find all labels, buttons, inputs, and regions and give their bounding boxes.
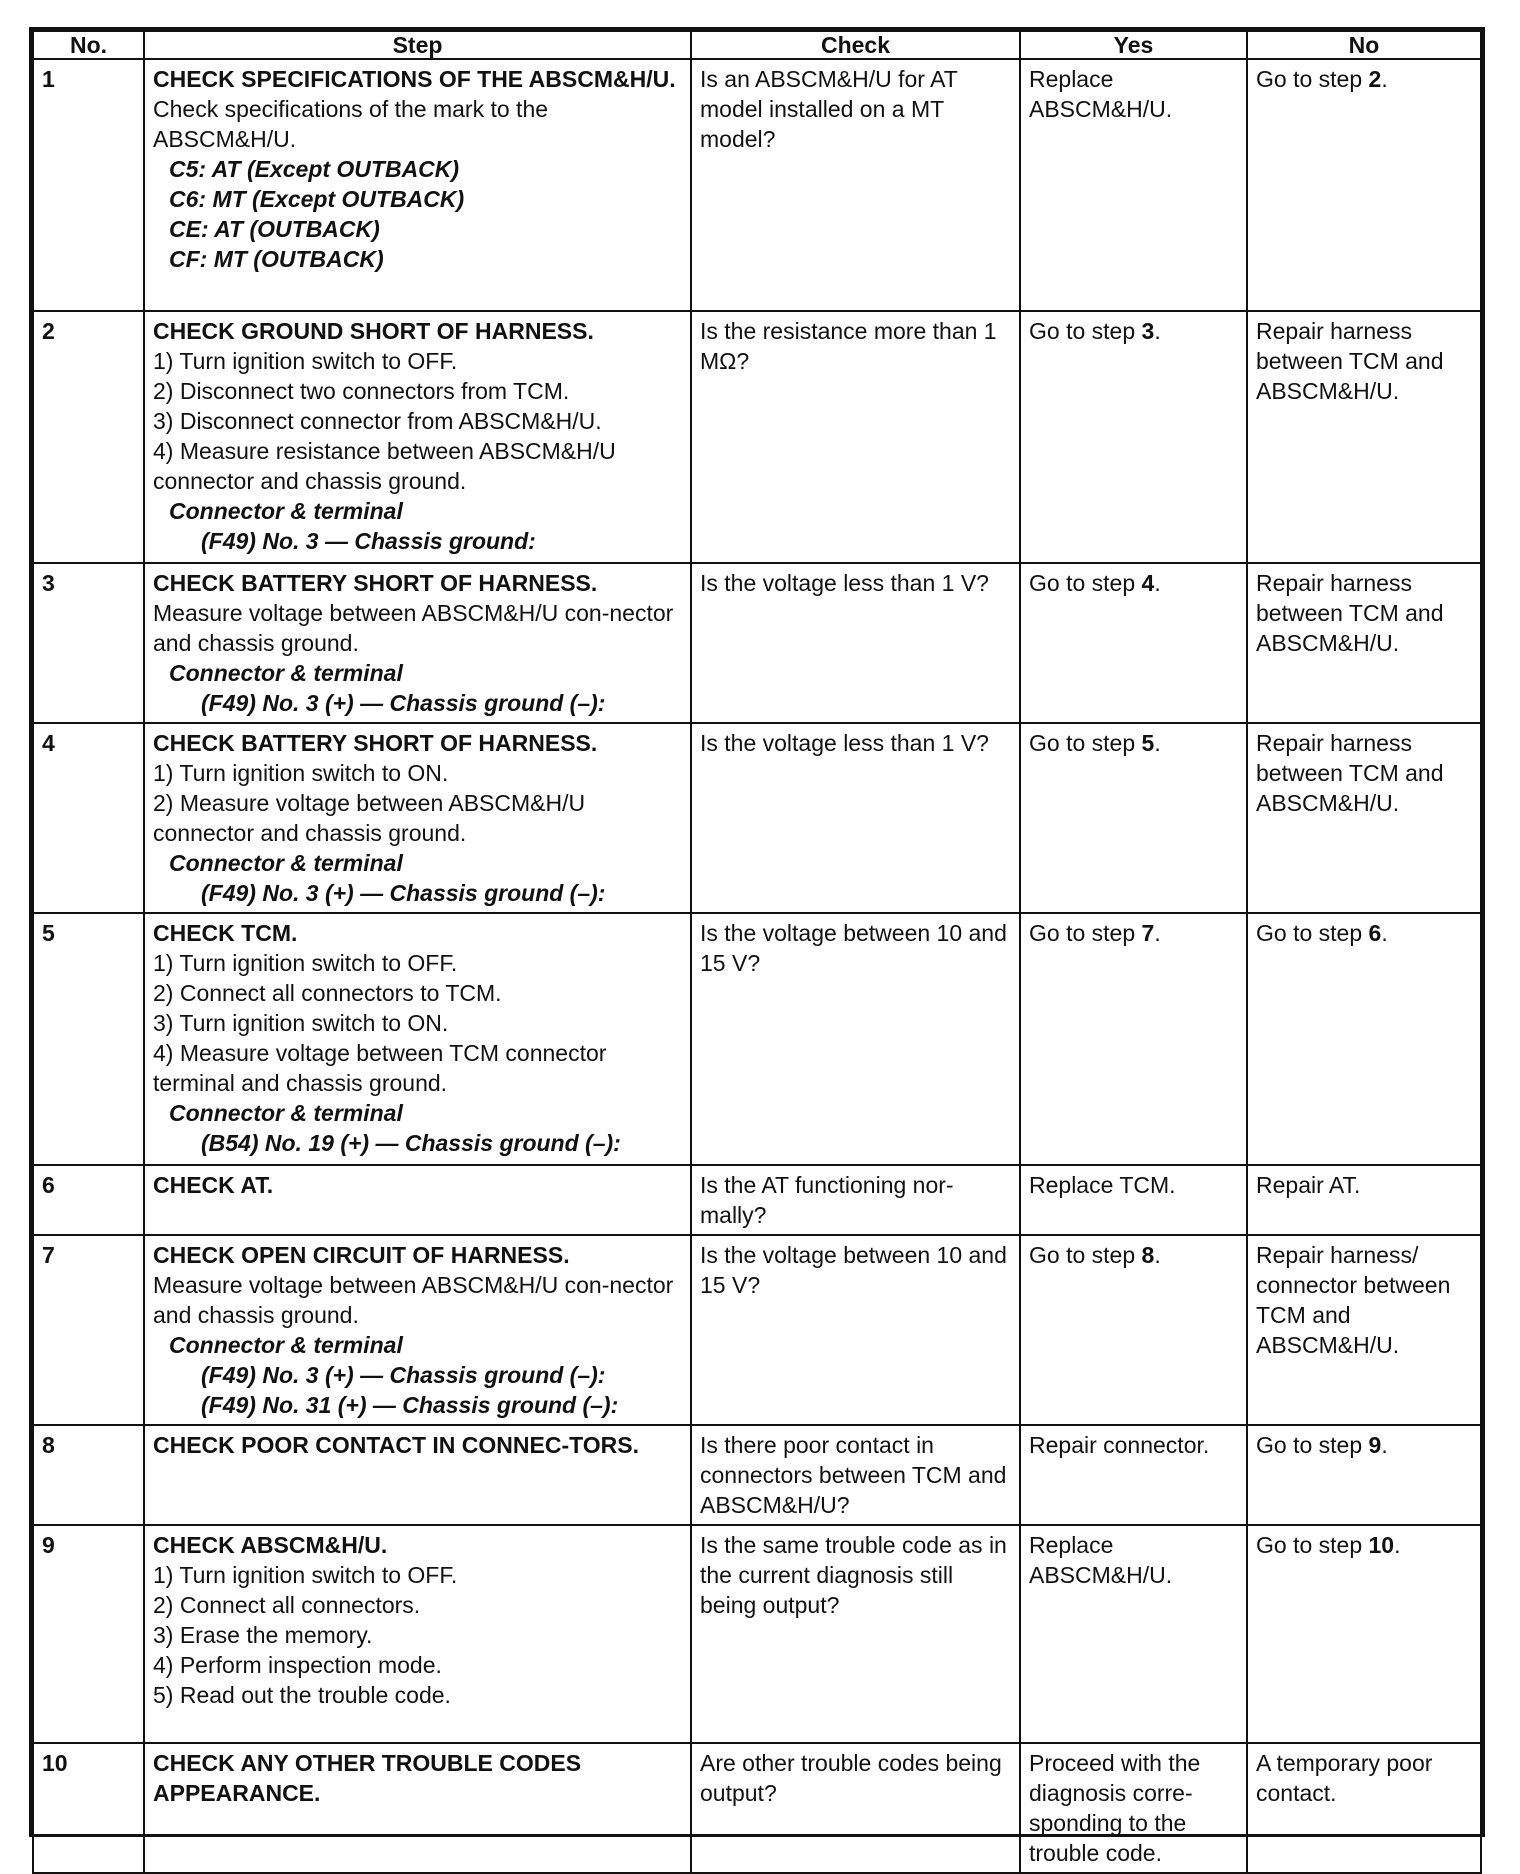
step-title: CHECK OPEN CIRCUIT OF HARNESS. — [153, 1242, 570, 1268]
no-cell — [1247, 1425, 1481, 1525]
yes-text: Go to step — [1029, 1242, 1142, 1268]
step-number: 1 — [33, 59, 144, 311]
header-check: Check — [691, 31, 1020, 59]
yes-text-end: . — [1154, 1242, 1161, 1268]
no-text-end: . — [1381, 66, 1388, 92]
table-row — [33, 1743, 1481, 1873]
step-cell — [144, 59, 691, 311]
step-text: Measure voltage between ABSCM&H/U con-nector and chassis ground. — [153, 600, 674, 656]
step-text: 4) Perform inspection mode. — [153, 1652, 442, 1678]
check-cell: Is there poor contact in connectors between TCM and ABSCM&H/U? — [691, 1425, 1020, 1525]
table-row — [33, 913, 1481, 1165]
yes-step-ref: 7 — [1141, 920, 1155, 946]
connector-line: (F49) No. 3 — Chassis ground: — [201, 528, 536, 554]
diagnostic-table — [32, 30, 1482, 1874]
table-row — [33, 1165, 1481, 1235]
step-title: CHECK BATTERY SHORT OF HARNESS. — [153, 570, 598, 596]
step-text: 4) Measure voltage between TCM connector terminal and chassis ground. — [153, 1040, 607, 1096]
no-text: Go to step — [1256, 920, 1369, 946]
yes-cell: Replace ABSCM&H/U. — [1020, 59, 1247, 311]
yes-text-end: . — [1154, 730, 1161, 756]
step-text: 2) Measure voltage between ABSCM&H/U connector and chassis ground. — [153, 790, 586, 846]
yes-cell — [1020, 913, 1247, 1165]
step-title: CHECK SPECIFICATIONS OF THE ABSCM&H/U. — [153, 66, 676, 92]
check-cell: Is the voltage between 10 and 15 V? — [691, 1235, 1020, 1425]
table-row — [33, 1235, 1481, 1425]
connector-line: (F49) No. 3 (+) — Chassis ground (–): — [201, 880, 606, 906]
no-text: Go to step — [1256, 66, 1369, 92]
step-text: 2) Disconnect two connectors from TCM. — [153, 378, 570, 404]
header-no-result: No — [1247, 31, 1481, 59]
table-row — [33, 1425, 1481, 1525]
yes-cell: Repair connector. — [1020, 1425, 1247, 1525]
step-cell — [144, 563, 691, 723]
connector-label: Connector & terminal — [169, 1332, 403, 1358]
connector-line: (F49) No. 3 (+) — Chassis ground (–): — [201, 1362, 606, 1388]
table-row — [33, 723, 1481, 913]
yes-text-end: . — [1154, 570, 1161, 596]
step-cell — [144, 1425, 691, 1525]
step-cell — [144, 1165, 691, 1235]
yes-text: Go to step — [1029, 318, 1142, 344]
step-title: CHECK TCM. — [153, 920, 298, 946]
no-cell: Repair harness between TCM and ABSCM&H/U. — [1247, 563, 1481, 723]
check-cell: Is the AT functioning nor-mally? — [691, 1165, 1020, 1235]
yes-step-ref: 4 — [1141, 570, 1155, 596]
spec-line: CF: MT (OUTBACK) — [169, 246, 384, 272]
step-text: Check specifications of the mark to the ABSCM&H/U. — [153, 96, 549, 152]
yes-text-end: . — [1154, 920, 1161, 946]
step-number: 2 — [33, 311, 144, 563]
step-text: 1) Turn ignition switch to OFF. — [153, 950, 458, 976]
table-row — [33, 1525, 1481, 1743]
step-text: 1) Turn ignition switch to OFF. — [153, 1562, 458, 1588]
check-cell: Are other trouble codes being output? — [691, 1743, 1020, 1873]
yes-cell: Replace TCM. — [1020, 1165, 1247, 1235]
connector-label: Connector & terminal — [169, 850, 403, 876]
step-number: 5 — [33, 913, 144, 1165]
no-cell — [1247, 1525, 1481, 1743]
step-cell — [144, 723, 691, 913]
step-text: 3) Disconnect connector from ABSCM&H/U. — [153, 408, 602, 434]
no-step-ref: 6 — [1368, 920, 1382, 946]
yes-step-ref: 5 — [1141, 730, 1155, 756]
step-number: 7 — [33, 1235, 144, 1425]
yes-cell — [1020, 311, 1247, 563]
step-title: CHECK BATTERY SHORT OF HARNESS. — [153, 730, 598, 756]
spec-line: C6: MT (Except OUTBACK) — [169, 186, 465, 212]
no-step-ref: 9 — [1368, 1432, 1382, 1458]
step-number: 9 — [33, 1525, 144, 1743]
header-step: Step — [144, 31, 691, 59]
header-no: No. — [33, 31, 144, 59]
no-text-end: . — [1381, 920, 1388, 946]
connector-line: (F49) No. 3 (+) — Chassis ground (–): — [201, 690, 606, 716]
step-text: 1) Turn ignition switch to OFF. — [153, 348, 458, 374]
no-cell: Repair AT. — [1247, 1165, 1481, 1235]
header-row — [33, 31, 1481, 59]
step-text: Measure voltage between ABSCM&H/U con-nector and chassis ground. — [153, 1272, 674, 1328]
spec-line: C5: AT (Except OUTBACK) — [169, 156, 460, 182]
step-number: 8 — [33, 1425, 144, 1525]
step-cell — [144, 1743, 691, 1873]
no-cell: A temporary poor contact. — [1247, 1743, 1481, 1873]
no-step-ref: 2 — [1368, 66, 1382, 92]
connector-line: (F49) No. 31 (+) — Chassis ground (–): — [201, 1392, 619, 1418]
connector-line: (B54) No. 19 (+) — Chassis ground (–): — [201, 1130, 621, 1156]
yes-cell: Replace ABSCM&H/U. — [1020, 1525, 1247, 1743]
connector-label: Connector & terminal — [169, 660, 403, 686]
table-row — [33, 59, 1481, 311]
step-title: CHECK ANY OTHER TROUBLE CODES APPEARANCE. — [153, 1750, 582, 1806]
no-text: Go to step — [1256, 1532, 1369, 1558]
step-cell — [144, 1235, 691, 1425]
no-text: Go to step — [1256, 1432, 1369, 1458]
yes-cell — [1020, 723, 1247, 913]
no-text-end: . — [1381, 1432, 1388, 1458]
diagnostic-table-sheet — [29, 27, 1485, 1866]
step-cell — [144, 913, 691, 1165]
no-cell — [1247, 59, 1481, 311]
step-text: 5) Read out the trouble code. — [153, 1682, 451, 1708]
yes-step-ref: 8 — [1141, 1242, 1155, 1268]
yes-cell — [1020, 563, 1247, 723]
step-number: 10 — [33, 1743, 144, 1873]
step-title: CHECK ABSCM&H/U. — [153, 1532, 388, 1558]
yes-text: Go to step — [1029, 730, 1142, 756]
no-cell: Repair harness/ connector between TCM and ABSCM&H/U. — [1247, 1235, 1481, 1425]
check-cell: Is the voltage less than 1 V? — [691, 723, 1020, 913]
no-step-ref: 10 — [1368, 1532, 1395, 1558]
yes-text-end: . — [1154, 318, 1161, 344]
step-text: 3) Turn ignition switch to ON. — [153, 1010, 449, 1036]
check-cell: Is an ABSCM&H/U for AT model installed on a MT model? — [691, 59, 1020, 311]
check-cell: Is the voltage between 10 and 15 V? — [691, 913, 1020, 1165]
yes-text: Go to step — [1029, 920, 1142, 946]
step-number: 3 — [33, 563, 144, 723]
step-title: CHECK GROUND SHORT OF HARNESS. — [153, 318, 594, 344]
step-cell — [144, 311, 691, 563]
table-row — [33, 563, 1481, 723]
step-text: 2) Connect all connectors. — [153, 1592, 421, 1618]
step-title: CHECK POOR CONTACT IN CONNEC-TORS. — [153, 1432, 639, 1458]
yes-cell — [1020, 1235, 1247, 1425]
connector-label: Connector & terminal — [169, 498, 403, 524]
no-cell: Repair harness between TCM and ABSCM&H/U. — [1247, 723, 1481, 913]
step-number: 4 — [33, 723, 144, 913]
table-row — [33, 311, 1481, 563]
no-text-end: . — [1394, 1532, 1401, 1558]
step-text: 4) Measure resistance between ABSCM&H/U connector and chassis ground. — [153, 438, 616, 494]
step-cell — [144, 1525, 691, 1743]
header-yes: Yes — [1020, 31, 1247, 59]
yes-text: Go to step — [1029, 570, 1142, 596]
step-text: 2) Connect all connectors to TCM. — [153, 980, 502, 1006]
check-cell: Is the same trouble code as in the current diagnosis still being output? — [691, 1525, 1020, 1743]
no-cell: Repair harness between TCM and ABSCM&H/U. — [1247, 311, 1481, 563]
yes-cell: Proceed with the diagnosis corre-sponding to the trouble code. — [1020, 1743, 1247, 1873]
step-title: CHECK AT. — [153, 1172, 274, 1198]
check-cell: Is the resistance more than 1 MΩ? — [691, 311, 1020, 563]
step-text: 1) Turn ignition switch to ON. — [153, 760, 449, 786]
step-text: 3) Erase the memory. — [153, 1622, 373, 1648]
yes-step-ref: 3 — [1141, 318, 1155, 344]
spec-line: CE: AT (OUTBACK) — [169, 216, 380, 242]
check-cell: Is the voltage less than 1 V? — [691, 563, 1020, 723]
step-number: 6 — [33, 1165, 144, 1235]
no-cell — [1247, 913, 1481, 1165]
connector-label: Connector & terminal — [169, 1100, 403, 1126]
